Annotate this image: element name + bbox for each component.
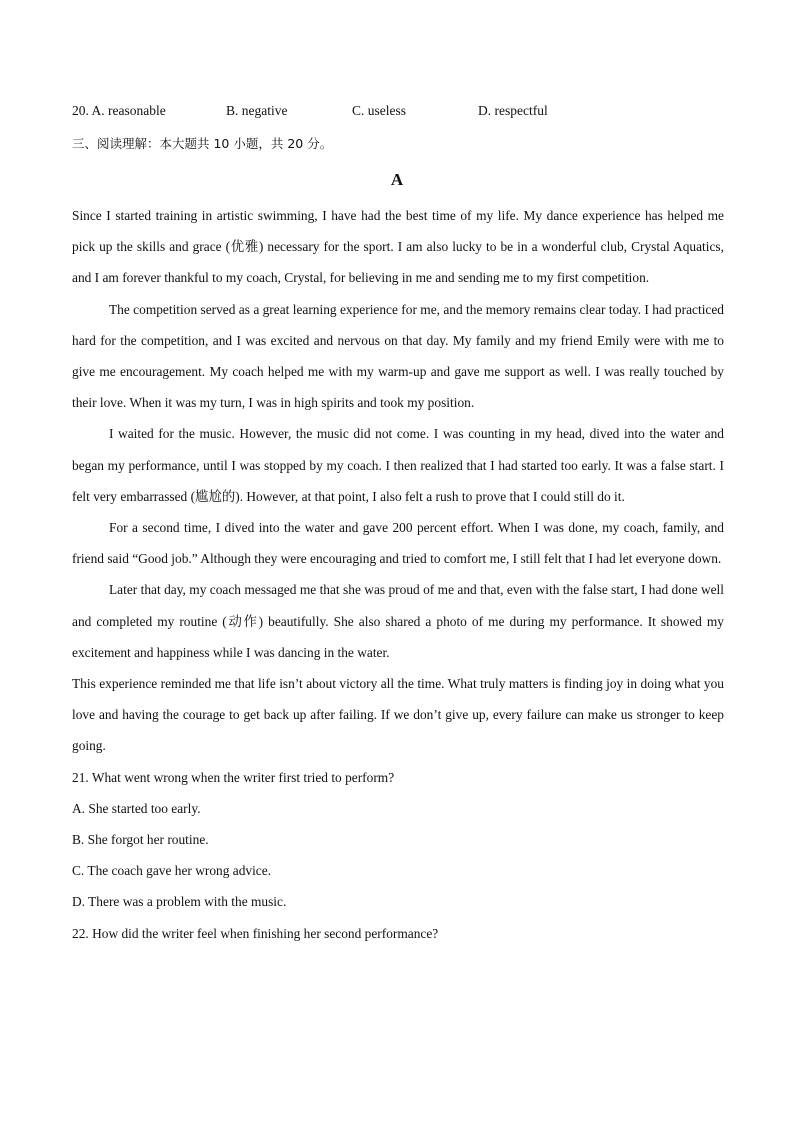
section-heading: 三、阅读理解：本大题共 10 小题，共 20 分。	[72, 136, 333, 151]
passage-paragraph-4: For a second time, I dived into the water and gave 200 percent effort. When I was done, my coach, family, and friend said “Good job.” Although they were encouraging and tried to comfort me, I still felt that I had let everyone down.	[72, 520, 724, 567]
passage-paragraph-6: This experience reminded me that life isn’t about victory all the time. What truly matters is finding joy in doing what you love and having the courage to get back up after failing. If we don’t give up, every failure can make us stronger to keep going.	[72, 676, 724, 754]
question-20-option-a: 20. A. reasonable	[72, 103, 166, 118]
question-20-option-b: B. negative	[226, 103, 288, 118]
passage-paragraph-3: I waited for the music. However, the music did not come. I was counting in my head, dived into the water and began my performance, until I was stopped by my coach. I then realized that I had started too early. It was a false start. I felt very embarrassed (尴尬的). However, at that point, I also felt a rush to prove that I could still do it.	[72, 426, 724, 504]
question-20-option-d: D. respectful	[478, 103, 548, 118]
question-22-stem: 22. How did the writer feel when finishing her second performance?	[72, 925, 439, 941]
question-20-option-c: C. useless	[352, 103, 406, 118]
question-21-option-a: A. She started too early.	[72, 800, 201, 816]
passage-body	[72, 200, 724, 949]
passage-paragraph-1: Since I started training in artistic swimming, I have had the best time of my life. My dance experience has helped me pick up the skills and grace (优雅) necessary for the sport. I am also lucky to be in a wonderful club, Crystal Aquatics, and I am forever thankful to my coach, Crystal, for believing in me and sending me to my first competition.	[72, 208, 724, 286]
question-21-option-d: D. There was a problem with the music.	[72, 894, 287, 910]
passage-title: A	[390, 170, 404, 189]
question-21-option-b: B. She forgot her routine.	[72, 832, 209, 848]
passage-paragraph-2: The competition served as a great learning experience for me, and the memory remains clear today. I had practiced hard for the competition, and I was excited and nervous on that day. My family and my friend Emily were with me to give me encouragement. My coach helped me with my warm-up and gave me support as well. I was really touched by their love. When it was my turn, I was in high spirits and took my position.	[72, 301, 724, 411]
question-21-option-c: C. The coach gave her wrong advice.	[72, 863, 272, 879]
question-20-options	[72, 103, 732, 123]
question-21-stem: 21. What went wrong when the writer first tried to perform?	[72, 769, 395, 785]
passage-paragraph-5: Later that day, my coach messaged me that she was proud of me and that, even with the false start, I had done well and completed my routine (动作) beautifully. She also shared a photo of me during my performance. It showed my excitement and happiness while I was dancing in the water.	[72, 582, 724, 660]
